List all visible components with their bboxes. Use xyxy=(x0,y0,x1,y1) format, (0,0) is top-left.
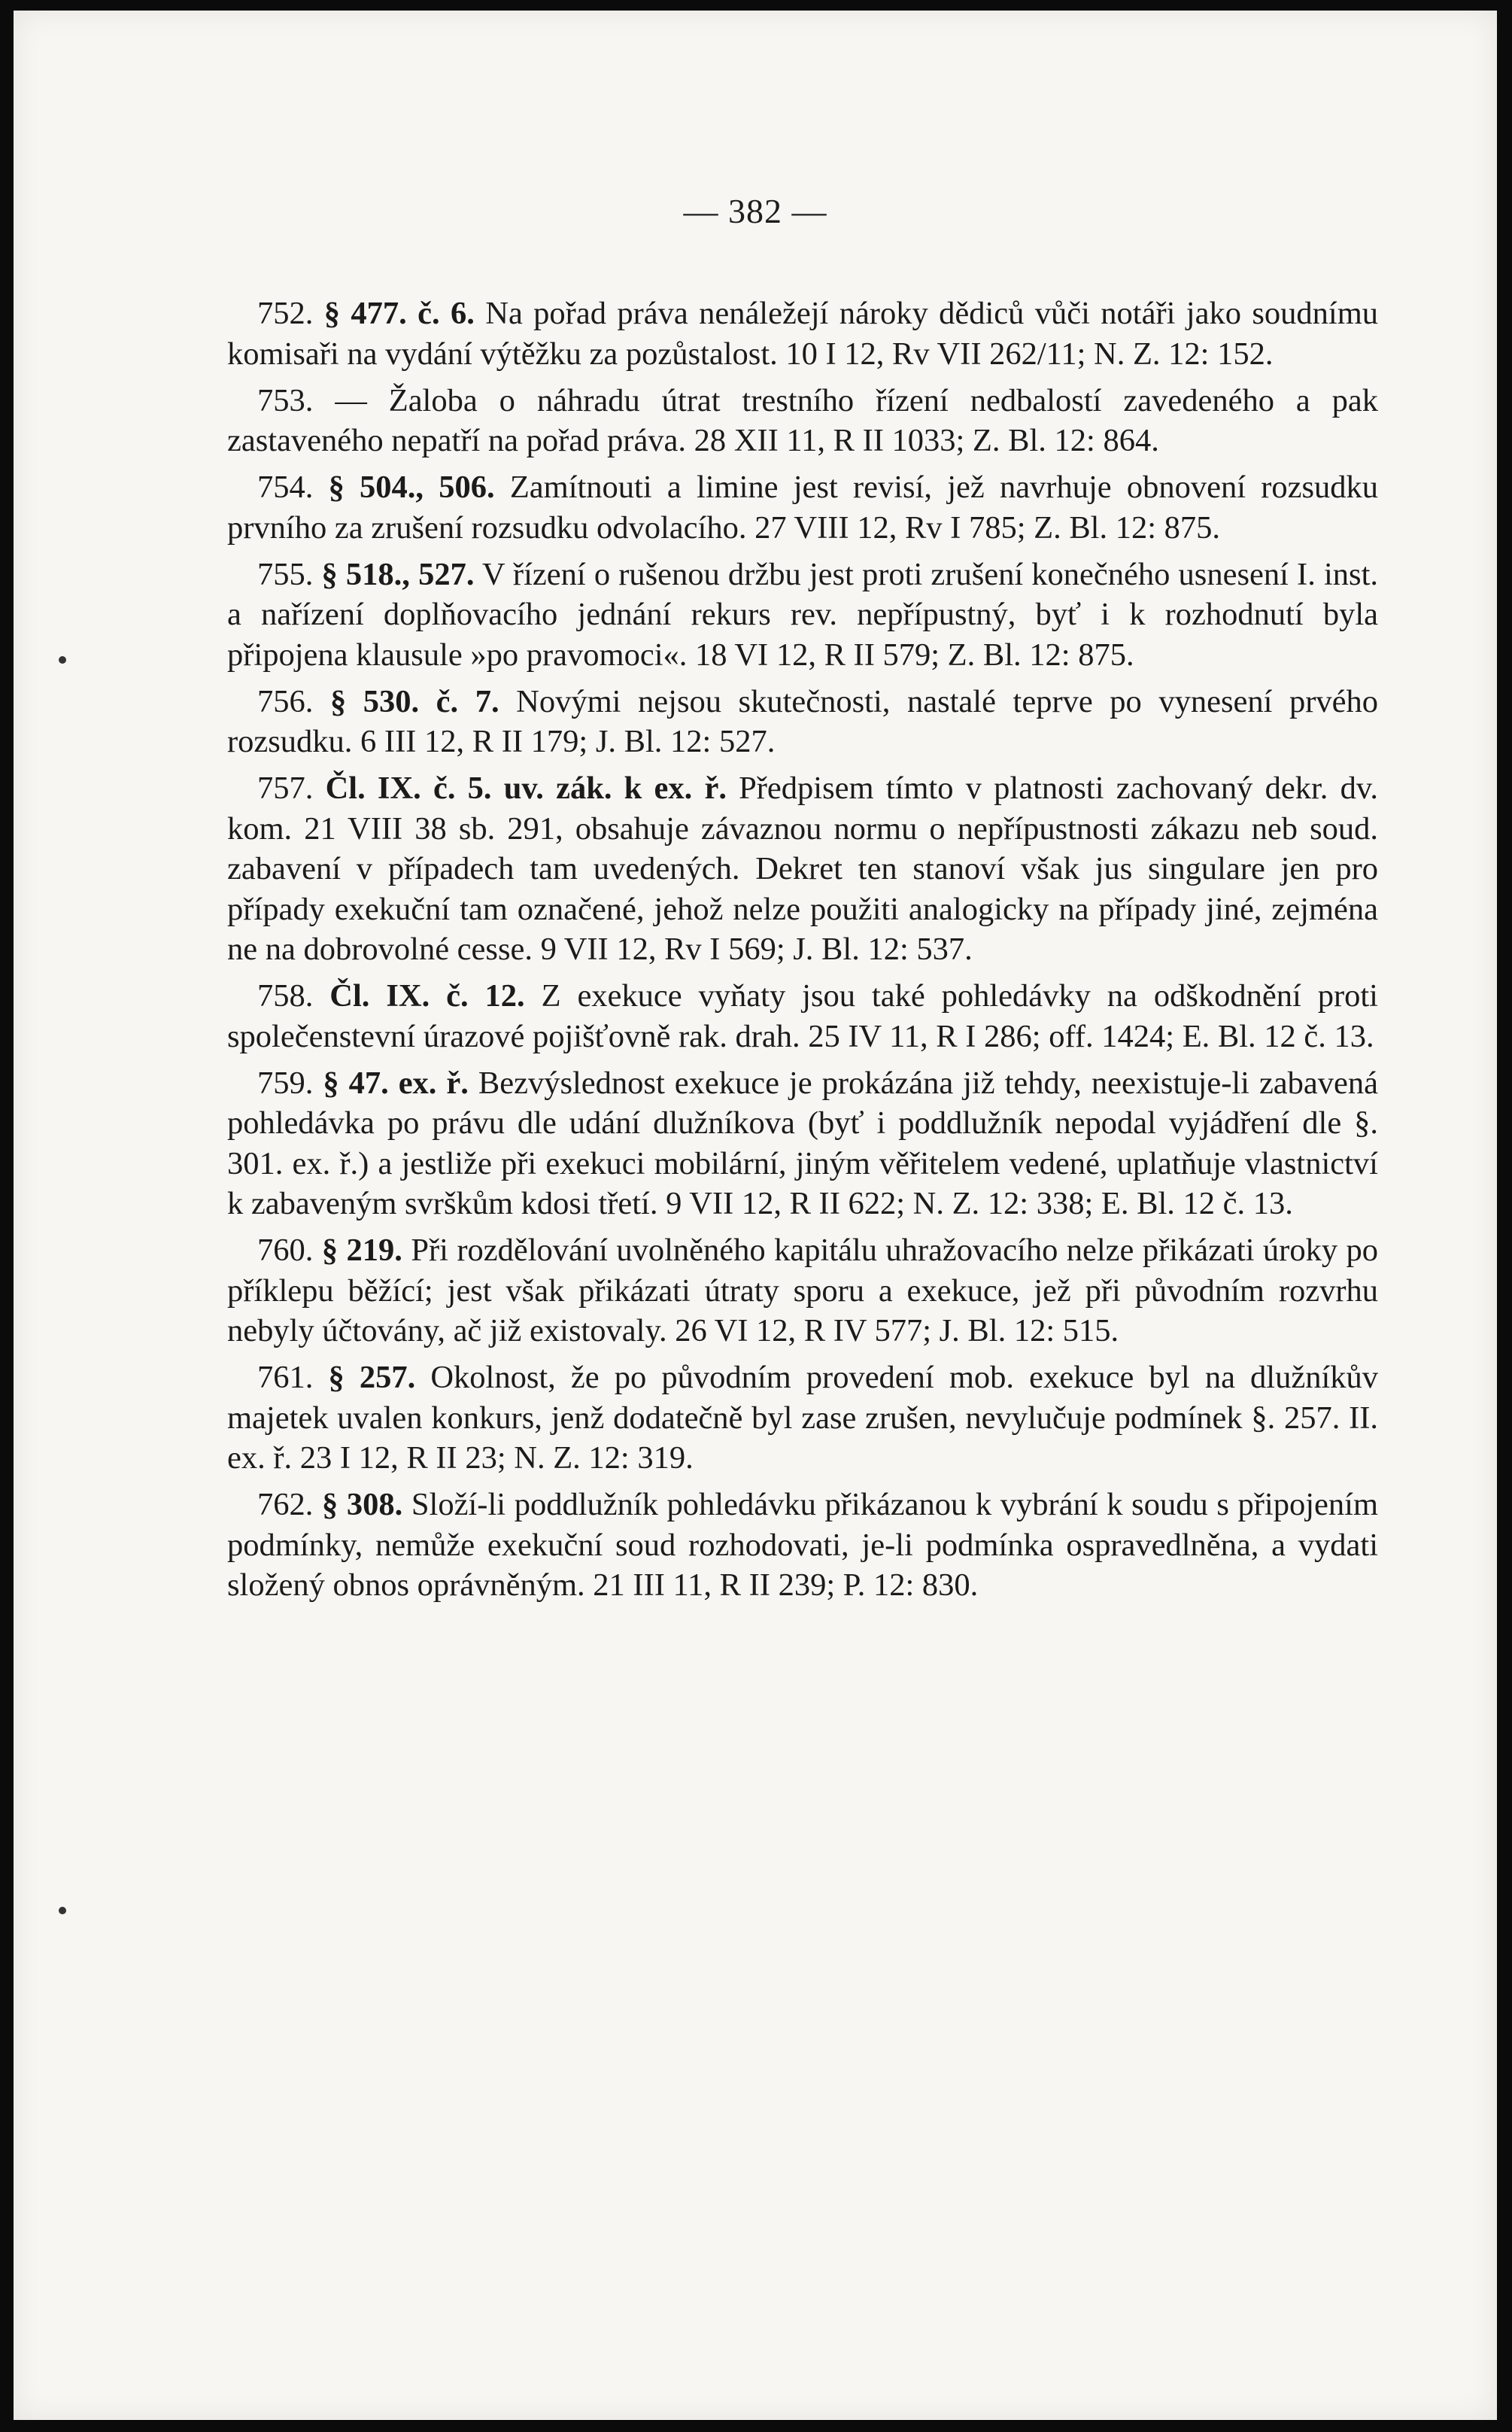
entries-list xyxy=(227,293,1378,1612)
entry-755: 755. § 518., 527. V řízení o rušenou držbu jest proti zrušení konečného usnesení I. inst. a nařízení doplňovacího jednání rekurs rev. nepřípustný, byť i k rozhodnutí byla připojena klausule »po pravomoci«. 18 VI 12, R II 579; Z. Bl. 12: 875. xyxy=(227,556,1379,673)
entry-754: 754. § 504., 506. Zamítnouti a limine jest revisí, jež navrhuje obnovení rozsudku prvního za zrušení rozsudku odvolacího. 27 VIII 12, Rv I 785; Z. Bl. 12: 875. xyxy=(227,470,1379,546)
entry-761: 761. § 257. Okolnost, že po původním provedení mob. exekuce byl na dlužníkův majetek uvalen konkurs, jenž dodatečně byl zase zrušen, nevylučuje podmínek §. 257. II. ex. ř. 23 I 12, R II 23; N. Z. 12: 319. xyxy=(227,1360,1379,1476)
entry-762: 762. § 308. Složí-li poddlužník pohledávku přikázanou k vybrání k soudu s připojením podmínky, nemůže exekuční soud rozhodovati, je-li podmínka ospravedlněna, a vydati složený obnos oprávněným. 21 III 11, R II 239; P. 12: 830. xyxy=(227,1487,1379,1603)
book-page xyxy=(14,11,1497,2420)
entry-759: 759. § 47. ex. ř. Bezvýslednost exekuce je prokázána již tehdy, neexistuje-li zabavená pohledávka po právu dle udání dlužníkova (byť i poddlužník nepodal vyjádření dle §. 301. ex. ř.) a jestliže při exekuci mobilární, jiným věřitelem vedené, uplatňuje vlastnictví k zabaveným svrškům kdosi třetí. 9 VII 12, R II 622; N. Z. 12: 338; E. Bl. 12 č. 13. xyxy=(227,1065,1379,1221)
entry-760: 760. § 219. Při rozdělování uvolněného kapitálu uhražovacího nelze přikázati úroky po příklepu běžící; jest však přikázati útraty sporu a exekuce, jež při původním rozvrhu nebyly účtovány, ač již existovaly. 26 VI 12, R IV 577; J. Bl. 12: 515. xyxy=(227,1233,1379,1348)
page-number: — 382 — xyxy=(683,192,827,230)
margin-mark xyxy=(59,1907,66,1914)
entry-753: 753. — Žaloba o náhradu útrat trestního řízení nedbalostí zavedeného a pak zastaveného nepatří na pořad práva. 28 XII 11, R II 1033; Z. Bl. 12: 864. xyxy=(227,382,1379,458)
entry-752: 752. § 477. č. 6. Na pořad práva nenáležejí nároky dědiců vůči notáři jako soudnímu komisaři na vydání výtěžku za pozůstalost. 10 I 12, Rv VII 262/11; N. Z. 12: 152. xyxy=(227,296,1378,372)
entry-756: 756. § 530. č. 7. Novými nejsou skutečnosti, nastalé teprve po vynesení prvého rozsudku. 6 III 12, R II 179; J. Bl. 12: 527. xyxy=(227,683,1378,759)
entry-758: 758. Čl. IX. č. 12. Z exekuce vyňaty jsou také pohledávky na odškodnění proti společenstevní úrazové pojišťovně rak. drah. 25 IV 11, R I 286; off. 1424; E. Bl. 12 č. 13. xyxy=(227,978,1378,1054)
entry-757: 757. Čl. IX. č. 5. uv. zák. k ex. ř. Předpisem tímto v platnosti zachovaný dekr. dv. kom. 21 VIII 38 sb. 291, obsahuje závaznou normu o nepřípustnosti zákazu neb soud. zabavení v případech tam uvedených. Dekret ten stanoví však jus singulare jen pro případy exekuční tam označené, jehož nelze použiti analogicky na případy jiné, zejména ne na dobrovolné cesse. 9 VII 12, Rv I 569; J. Bl. 12: 537. xyxy=(227,771,1379,967)
margin-mark xyxy=(59,656,66,664)
